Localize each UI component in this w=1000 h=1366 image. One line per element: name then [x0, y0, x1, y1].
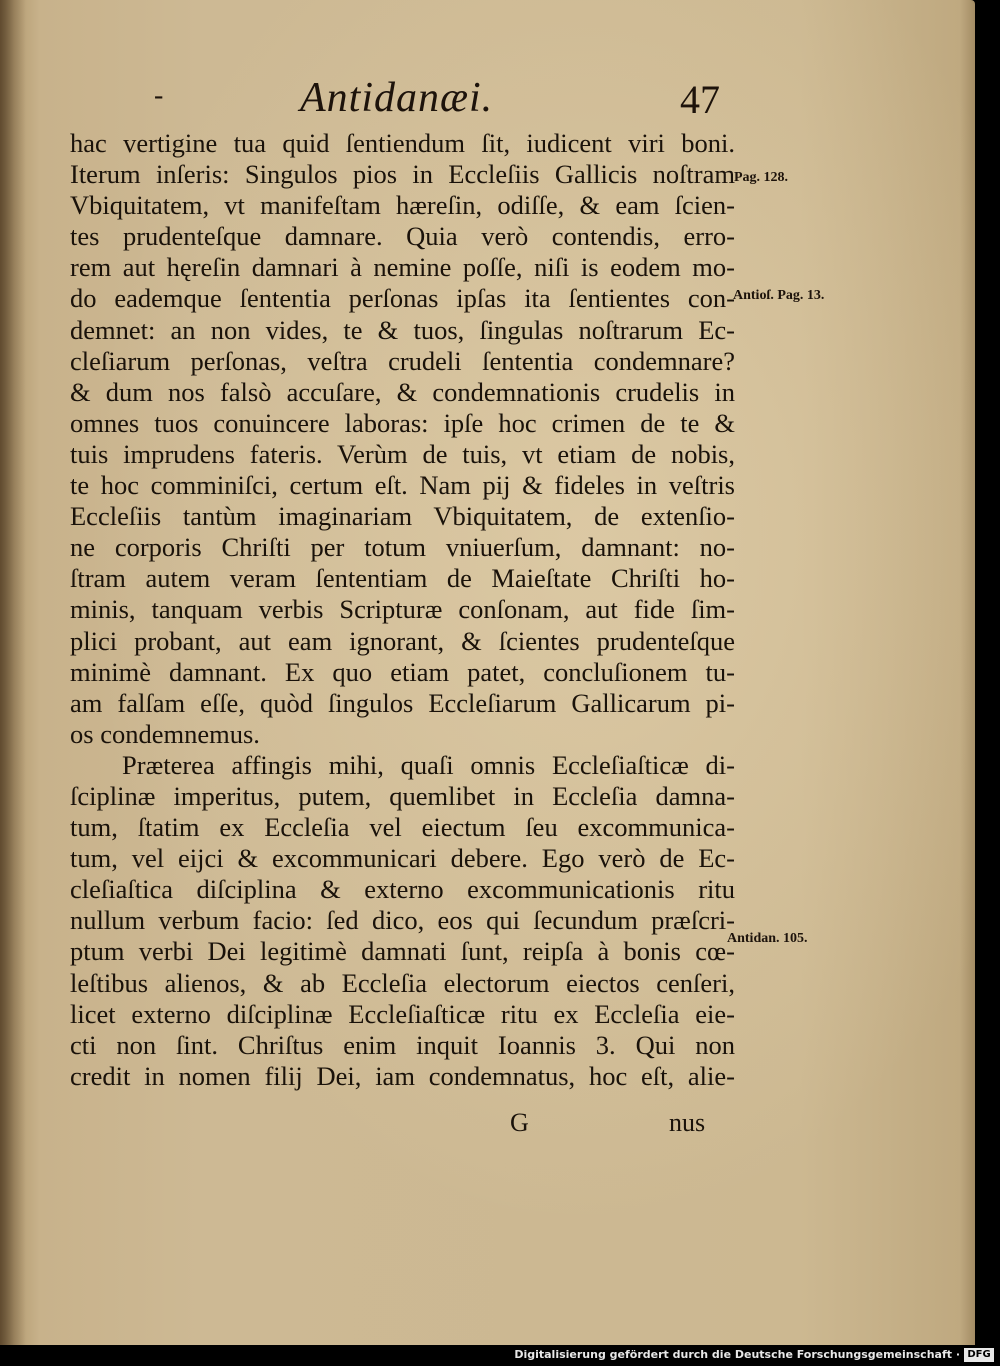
text-line: & dum nos falsò accuſare, & condemnationis crudelis in	[70, 376, 735, 407]
text-line: credit in nomen filij Dei, iam condemnatus, hoc eſt, alie-	[70, 1060, 735, 1091]
text-line: ſciplinæ imperitus, putem, quemlibet in Eccleſia damna-	[70, 780, 735, 811]
signature-mark: G	[510, 1108, 529, 1137]
main-text	[70, 128, 735, 1092]
text-line: demnet: an non vides, te & tuos, ſingulas noſtrarum Ec-	[70, 314, 735, 345]
funding-text: Digitalisierung gefördert durch die Deutsche Forschungsgemeinschaft ·	[514, 1348, 960, 1361]
text-line: te hoc comminiſci, certum eſt. Nam pij & fideles in veſtris	[70, 470, 735, 501]
text-line: Vbiquitatem, vt manifeſtam hæreſin, odiſſe, & eam ſcien-	[70, 190, 735, 221]
page-footer	[0, 1108, 975, 1142]
margin-note-antidan: Antidan. 105.	[727, 931, 808, 946]
text-line: tuis imprudens fateris. Verùm de tuis, vt etiam de nobis,	[70, 438, 735, 469]
text-line: plici probant, aut eam ignorant, & ſcientes prudenteſque	[70, 625, 735, 656]
margin-note-antiosiandri: Antioſ. Pag. 13.	[733, 288, 825, 303]
text-line: ptum verbi Dei legitimè damnati ſunt, reipſa à bonis cœ-	[70, 936, 735, 967]
dfg-logo-icon: DFG	[964, 1348, 994, 1362]
text-line: am falſam eſſe, quòd ſingulos Eccleſiarum Gallicarum pi-	[70, 687, 735, 718]
paragraph-start-line: Præterea affingis mihi, quaſi omnis Eccleſiaſticæ di-	[122, 749, 735, 780]
text-line: ne corporis Chriſti per totum vniuerſum, damnant: no-	[70, 532, 735, 563]
text-line: hac vertigine tua quid ſentiendum ſit, iudicent viri boni.	[70, 128, 735, 158]
text-line: cleſiarum perſonas, veſtra crudeli ſententia condemnare?	[70, 345, 735, 376]
text-line: minimè damnant. Ex quo etiam patet, concluſionem tu-	[70, 656, 735, 687]
page-number: 47	[680, 77, 720, 122]
text-line: licet externo diſciplinæ Eccleſiaſticæ ritu ex Eccleſia eie-	[70, 998, 735, 1029]
page-gutter-shadow	[0, 0, 26, 1345]
text-line: tum, vel eijci & excommunicari debere. Ego verò de Ec-	[70, 843, 735, 874]
header-mark: -	[154, 80, 164, 111]
running-title: Antidanæi.	[300, 75, 494, 121]
text-line: leſtibus alienos, & ab Eccleſia electorum eiectos cenſeri,	[70, 967, 735, 998]
text-line: tes prudenteſque damnare. Quia verò contendis, erro-	[70, 221, 735, 252]
text-line: ſtram autem veram ſententiam de Maieſtate Chriſti ho-	[70, 563, 735, 594]
text-line: cleſiaſtica diſciplina & externo excommunicationis ritu	[70, 874, 735, 905]
text-line: cti non ſint. Chriſtus enim inquit Ioannis 3. Qui non	[70, 1029, 735, 1060]
text-line: minis, tanquam verbis Scripturæ conſonam, aut fide ſim-	[70, 594, 735, 625]
margin-note-pag-128: Pag. 128.	[734, 170, 789, 185]
paragraph-end-line: os condemnemus.	[70, 718, 260, 749]
text-line: Iterum inſeris: Singulos pios in Eccleſiis Gallicis noſtram	[70, 159, 735, 190]
page-header	[0, 70, 975, 130]
catchword: nus	[669, 1108, 706, 1137]
text-line: tum, ſtatim ex Eccleſia vel eiectum ſeu excommunica-	[70, 812, 735, 843]
text-line: Eccleſiis tantùm imaginariam Vbiquitatem, de extenſio-	[70, 501, 735, 532]
text-line: nullum verbum facio: ſed dico, eos qui ſecundum præſcri-	[70, 905, 735, 936]
funding-banner	[0, 1345, 1000, 1366]
text-line: omnes tuos conuincere laboras: ipſe hoc crimen de te &	[70, 407, 735, 438]
text-line: do eademque ſententia perſonas ipſas ita ſentientes con-	[70, 283, 735, 314]
text-line: rem aut hęreſin damnari à nemine poſſe, niſi is eodem mo-	[70, 252, 735, 283]
